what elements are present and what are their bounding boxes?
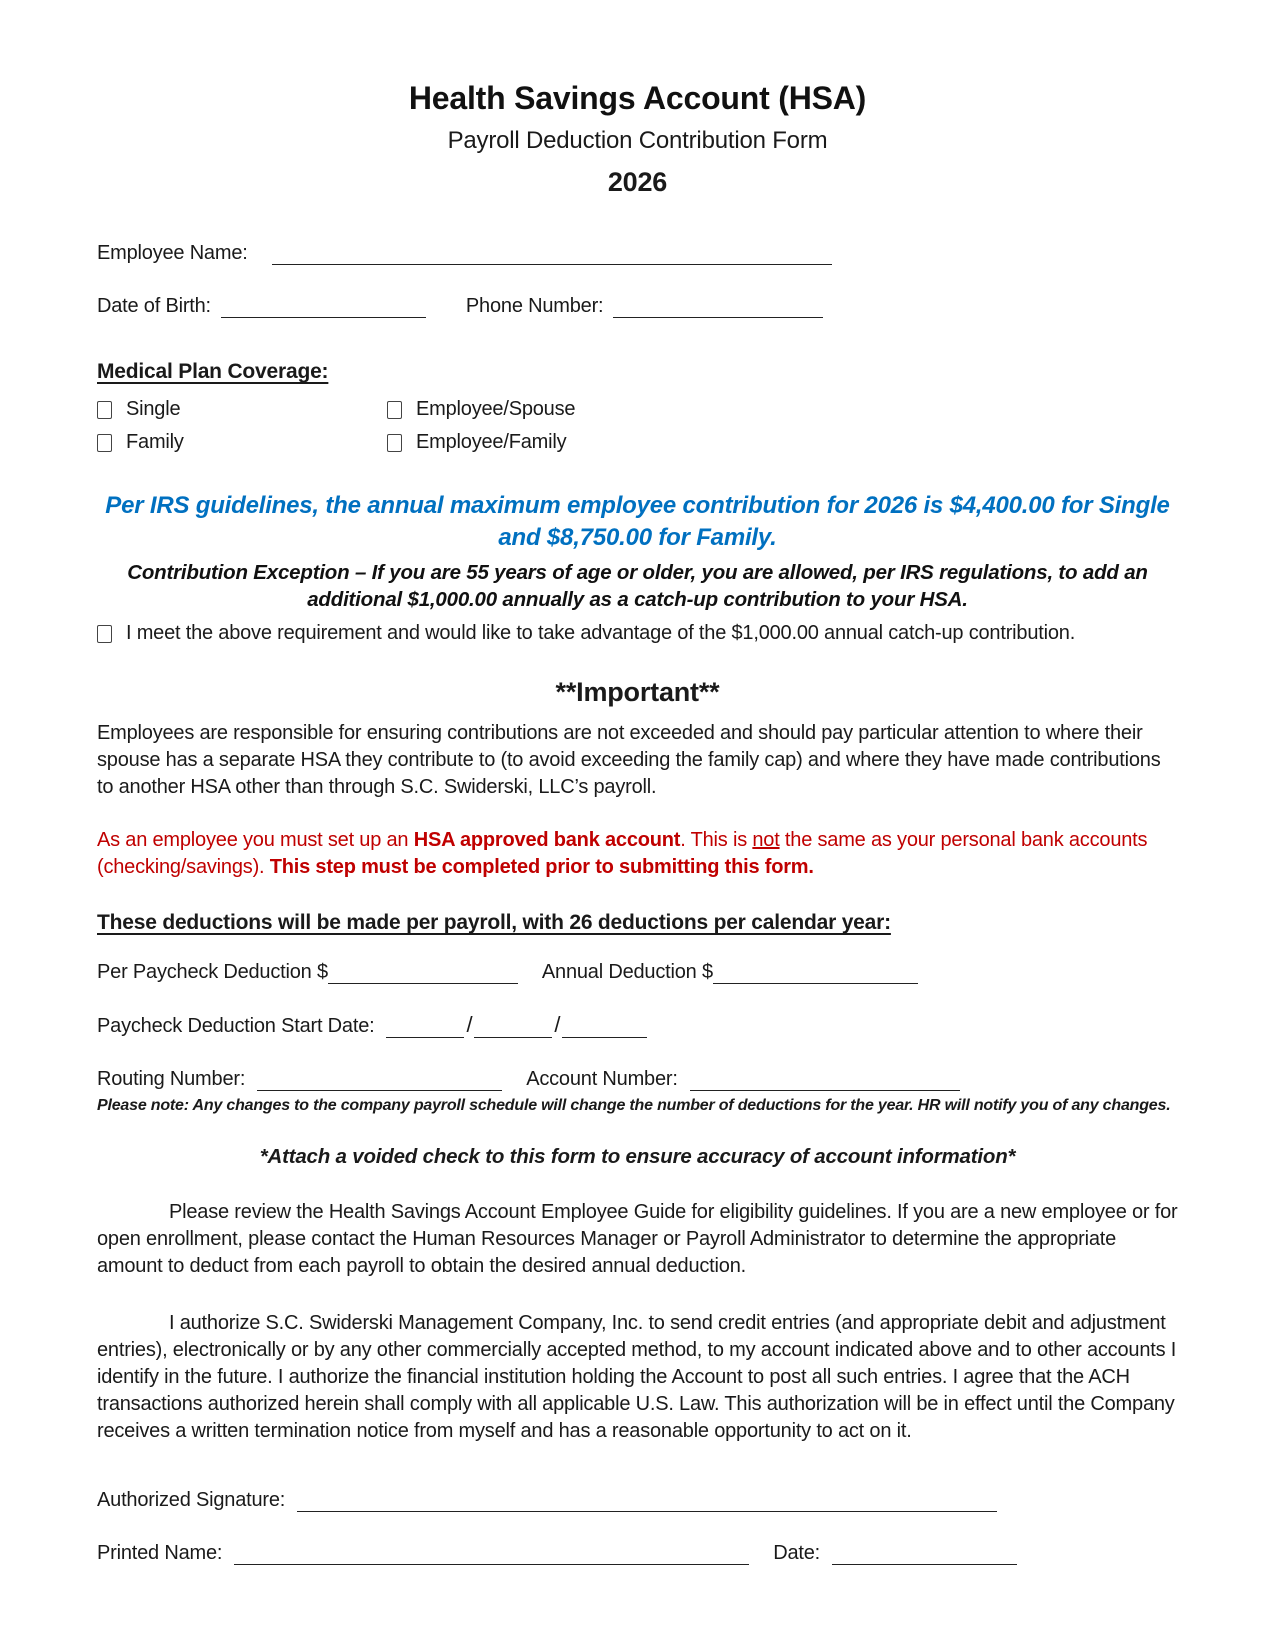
plan-option-label: Employee/Family [416, 431, 567, 453]
bank-numbers-row [97, 1066, 1178, 1091]
voided-check-note: *Attach a voided check to this form to ensure accuracy of account information* [259, 1145, 1016, 1169]
signature-date-field[interactable] [832, 1540, 1017, 1565]
start-date-year-field[interactable] [562, 1013, 647, 1038]
medical-plan-heading: Medical Plan Coverage: [97, 360, 329, 383]
catch-up-row[interactable] [97, 622, 1178, 645]
employee-family-checkbox[interactable] [387, 434, 402, 452]
start-date-day-field[interactable] [474, 1013, 552, 1038]
catch-up-label: I meet the above requirement and would like to take advantage of the $1,000.00 annual catch-up contribution. [126, 622, 1076, 645]
date-of-birth-field[interactable] [221, 293, 426, 318]
per-paycheck-deduction-field[interactable] [328, 959, 518, 984]
medical-plan-options [97, 398, 1178, 454]
printed-name-field[interactable] [234, 1540, 749, 1565]
review-paragraph: Please review the Health Savings Account Employee Guide for eligibility guidelines. If you are a new employee or for open enrollment, please contact the Human Resources Manager or Payroll Administrator to determine the appropriate amount to deduct from each payroll to obtain the desired annual deduction. [97, 1201, 1178, 1278]
start-date-month-field[interactable] [386, 1013, 464, 1038]
start-date-label: Paycheck Deduction Start Date: [97, 1015, 375, 1038]
form-year: 2026 [607, 167, 668, 197]
important-heading: **Important** [555, 677, 720, 708]
bank-warning-text: the same as your personal bank accounts (checking/savings). [97, 829, 1148, 879]
bank-warning-bold: HSA approved bank account [413, 829, 681, 852]
bank-warning-underlined: not [752, 829, 780, 852]
annual-deduction-label: Annual Deduction $ [541, 961, 713, 984]
bank-warning-paragraph [97, 827, 1178, 881]
form-subtitle: Payroll Deduction Contribution Form [447, 127, 828, 154]
annual-deduction-field[interactable] [713, 959, 918, 984]
authorized-signature-label: Authorized Signature: [97, 1489, 286, 1512]
plan-option-family[interactable] [97, 431, 387, 454]
bank-warning-text: As an employee you must set up an [97, 829, 414, 852]
plan-option-label: Single [126, 398, 181, 420]
employee-name-field[interactable] [272, 240, 832, 265]
plan-option-employee-family[interactable] [387, 431, 575, 454]
important-paragraph: Employees are responsible for ensuring contributions are not exceeded and should pay particular attention to where their spouse has a separate HSA they contribute to (to avoid exceeding the family cap) and where they have made contributions to another HSA other than through S.C. Swiderski, LLC’s payroll. [97, 722, 1161, 799]
employee-name-row [97, 240, 1178, 265]
account-number-field[interactable] [690, 1066, 960, 1091]
printed-name-label: Printed Name: [97, 1542, 223, 1565]
contribution-exception-note: Contribution Exception – If you are 55 years of age or older, you are allowed, per IRS regulations, to add an additional $1,000.00 annually as a catch-up contribution to your HSA. [127, 560, 1148, 612]
single-checkbox[interactable] [97, 401, 112, 419]
start-date-row [97, 1012, 1178, 1038]
routing-number-label: Routing Number: [97, 1068, 246, 1091]
irs-guidelines-note: Per IRS guidelines, the annual maximum employee contribution for 2026 is $4,400.00 for Single and $8,750.00 for Family. [105, 492, 1170, 552]
dob-phone-row [97, 293, 1178, 318]
plan-option-label: Family [126, 431, 184, 453]
date-of-birth-label: Date of Birth: [97, 295, 211, 317]
date-slash: / [466, 1012, 473, 1038]
routing-number-field[interactable] [257, 1066, 502, 1091]
form-title: Health Savings Account (HSA) [408, 80, 867, 116]
family-checkbox[interactable] [97, 434, 112, 452]
printed-name-date-row [97, 1540, 1178, 1565]
deduction-amounts-row [97, 959, 1178, 984]
deductions-heading: These deductions will be made per payroll, with 26 deductions per calendar year: [97, 911, 891, 935]
account-number-label: Account Number: [526, 1068, 678, 1091]
phone-number-field[interactable] [613, 293, 823, 318]
bank-warning-bold: This step must be completed prior to submitting this form. [269, 856, 814, 879]
payroll-schedule-note: Please note: Any changes to the company payroll schedule will change the number of deductions for the year. HR will notify you of any changes. [97, 1097, 1171, 1115]
authorization-paragraph: I authorize S.C. Swiderski Management Company, Inc. to send credit entries (and appropriate debit and adjustment entries), electronically or by any other commercially accepted method, to my account indicated above and to other accounts I identify in the future. I authorize the financial institution holding the Account to post all such entries. I agree that the ACH transactions authorized herein shall comply with all applicable U.S. Law. This authorization will be in effect until the Company receives a written termination notice from myself and has a reasonable opportunity to act on it. [97, 1312, 1177, 1443]
plan-option-single[interactable] [97, 398, 387, 421]
phone-number-label: Phone Number: [465, 295, 604, 317]
plan-option-employee-spouse[interactable] [387, 398, 575, 421]
signature-date-label: Date: [773, 1542, 821, 1565]
catch-up-checkbox[interactable] [97, 625, 112, 643]
authorized-signature-field[interactable] [297, 1487, 997, 1512]
bank-warning-text: . This is [680, 829, 753, 852]
date-slash: / [554, 1012, 561, 1038]
per-paycheck-deduction-label: Per Paycheck Deduction $ [97, 961, 328, 984]
employee-name-label: Employee Name: [97, 242, 248, 264]
employee-spouse-checkbox[interactable] [387, 401, 402, 419]
plan-option-label: Employee/Spouse [416, 398, 576, 420]
authorized-signature-row [97, 1487, 1178, 1512]
